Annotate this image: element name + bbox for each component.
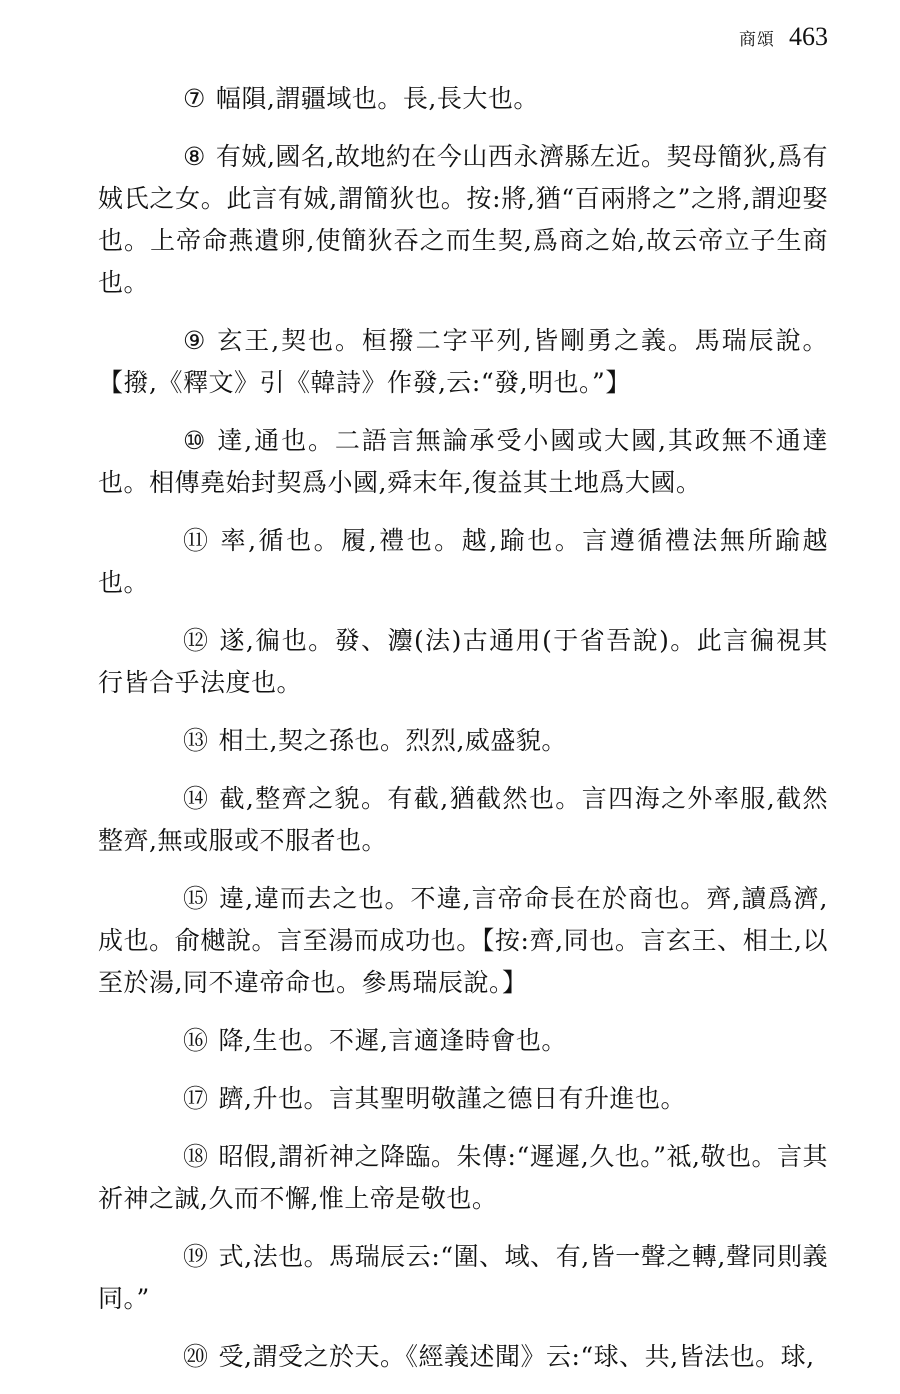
note-18	[98, 1136, 828, 1220]
note-number: ⑯	[183, 1026, 209, 1055]
note-text: 達,通也。二語言無論承受小國或大國,其政無不通達也。相傳堯始封契爲小國,舜末年,復益其土地爲大國。	[98, 426, 828, 497]
note-19	[98, 1236, 828, 1320]
note-text: 截,整齊之貌。有截,猶截然也。言四海之外率服,截然整齊,無或服或不服者也。	[98, 784, 828, 855]
note-text: 降,生也。不遲,言適逢時會也。	[218, 1026, 567, 1055]
note-16	[98, 1020, 828, 1062]
note-15	[98, 878, 828, 1004]
note-13	[98, 720, 828, 762]
note-text: 昭假,謂祈神之降臨。朱傳:“遲遲,久也。”祗,敬也。言其祈神之誠,久而不懈,惟上帝是敬也。	[98, 1142, 828, 1213]
note-number: ⑦	[183, 84, 206, 113]
note-number: ⑬	[183, 726, 209, 755]
note-number: ⑫	[183, 626, 209, 655]
note-text: 遂,徧也。發、灋(法)古通用(于省吾說)。此言徧視其行皆合乎法度也。	[98, 626, 828, 697]
note-11	[98, 520, 828, 604]
note-text: 玄王,契也。桓撥二字平列,皆剛勇之義。馬瑞辰說。【撥,《釋文》引《韓詩》作發,云:“發,明也。”】	[98, 326, 828, 397]
note-number: ⑰	[183, 1084, 209, 1113]
note-number: ⑲	[183, 1242, 209, 1271]
note-9	[98, 320, 828, 404]
note-text: 率,循也。履,禮也。越,踰也。言遵循禮法無所踰越也。	[98, 526, 828, 597]
note-20	[98, 1336, 828, 1378]
note-text: 相土,契之孫也。烈烈,威盛貌。	[218, 726, 567, 755]
note-text: 式,法也。馬瑞辰云:“圍、域、有,皆一聲之轉,聲同則義同。”	[98, 1242, 828, 1313]
note-number: ⑮	[183, 884, 209, 913]
note-number: ⑪	[183, 526, 209, 555]
note-8	[98, 136, 828, 304]
note-number: ⑳	[183, 1342, 209, 1371]
note-14	[98, 778, 828, 862]
note-17	[98, 1078, 828, 1120]
note-10	[98, 420, 828, 504]
note-text: 違,違而去之也。不違,言帝命長在於商也。齊,讀爲濟,成也。俞樾說。言至湯而成功也。【按:齊,同也。言玄王、相土,以至於湯,同不違帝命也。參馬瑞辰說。】	[98, 884, 828, 997]
note-text: 有娀,國名,故地約在今山西永濟縣左近。契母簡狄,爲有娀氏之女。此言有娀,謂簡狄也。按:將,猶“百兩將之”之將,謂迎娶也。上帝命燕遺卵,使簡狄吞之而生契,爲商之始,故云帝立子生商也。	[98, 142, 828, 297]
note-text: 受,謂受之於天。《經義述聞》云:“球、共,皆法也。球,	[218, 1342, 815, 1371]
note-number: ⑨	[183, 326, 206, 355]
note-number: ⑭	[183, 784, 209, 813]
running-header	[739, 22, 828, 62]
note-number: ⑱	[183, 1142, 209, 1171]
note-7	[98, 78, 828, 120]
section-title: 商頌	[739, 30, 775, 50]
note-number: ⑩	[183, 426, 206, 455]
note-number: ⑧	[183, 142, 206, 171]
page-number: 463	[789, 22, 828, 51]
note-text: 躋,升也。言其聖明敬謹之德日有升進也。	[218, 1084, 686, 1113]
note-text: 幅隕,謂疆域也。長,長大也。	[215, 84, 539, 113]
annotation-list	[98, 78, 828, 1394]
note-12	[98, 620, 828, 704]
